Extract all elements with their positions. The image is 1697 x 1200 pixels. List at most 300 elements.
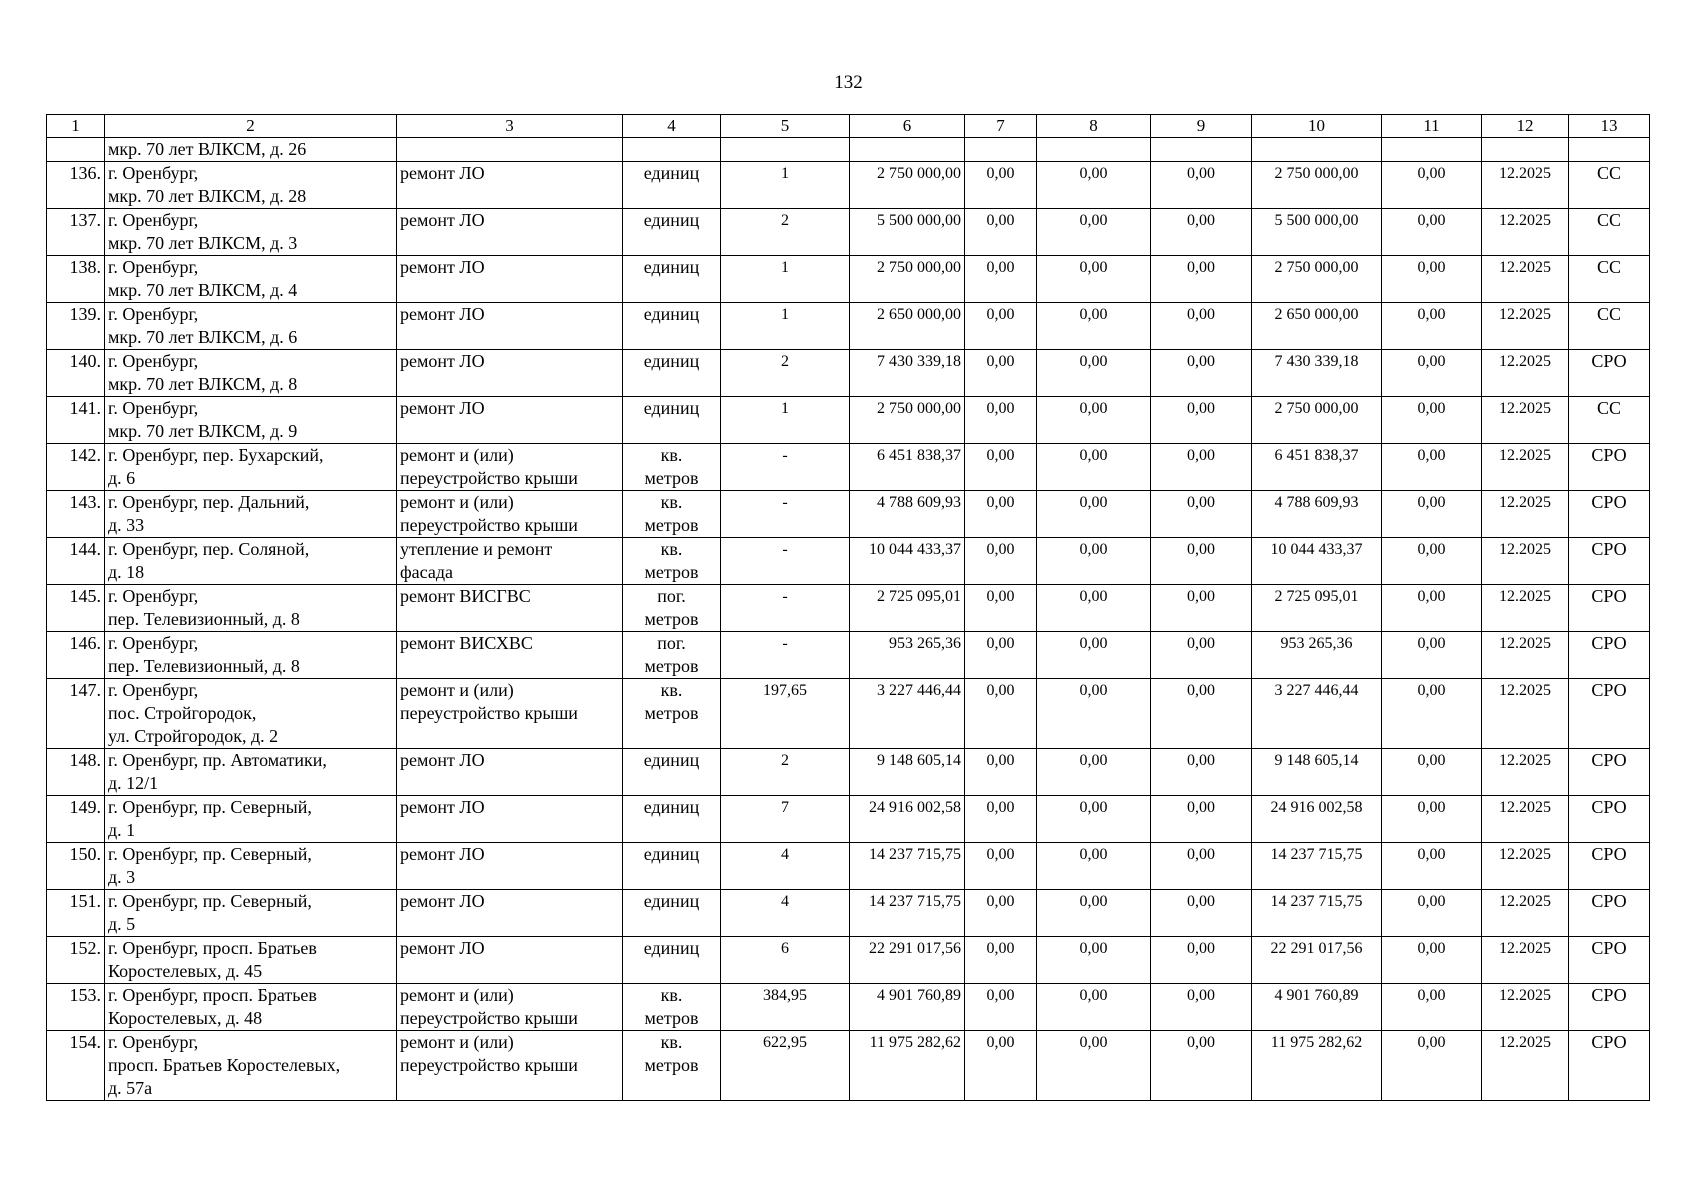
address-cell-line: г. Оренбург, просп. Братьев <box>108 985 317 1005</box>
col10-cell: 9 148 605,14 <box>1252 749 1382 796</box>
unit-cell <box>623 350 721 397</box>
table-row <box>47 679 1650 749</box>
quantity-cell: 2 <box>721 209 850 256</box>
address-cell-line: пер. Телевизионный, д. 8 <box>108 656 300 676</box>
row-number: 154. <box>47 1031 105 1101</box>
work-type-cell-line: ремонт ЛО <box>400 351 485 371</box>
col9-cell: 0,00 <box>1151 444 1252 491</box>
address-cell-line: д. 18 <box>108 562 145 582</box>
work-type-cell <box>397 796 623 843</box>
work-type-cell <box>397 890 623 937</box>
table-row <box>47 256 1650 303</box>
col11-cell: 0,00 <box>1382 890 1482 937</box>
deadline-cell: 12.2025 <box>1482 350 1569 397</box>
column-header: 9 <box>1151 115 1252 138</box>
work-type-cell-line: фасада <box>400 562 453 582</box>
unit-cell-line: единиц <box>643 210 700 230</box>
source-cell: СРО <box>1569 444 1650 491</box>
unit-cell-line: метров <box>644 703 699 723</box>
col11-cell: 0,00 <box>1382 350 1482 397</box>
address-cell <box>105 632 397 679</box>
quantity-cell: 6 <box>721 937 850 984</box>
column-header: 7 <box>965 115 1037 138</box>
unit-cell <box>623 444 721 491</box>
col9-cell: 0,00 <box>1151 303 1252 350</box>
col10-cell: 3 227 446,44 <box>1252 679 1382 749</box>
unit-cell-line: единиц <box>643 398 700 418</box>
deadline-cell: 12.2025 <box>1482 749 1569 796</box>
table-row <box>47 162 1650 209</box>
col11-cell: 0,00 <box>1382 303 1482 350</box>
address-cell <box>105 890 397 937</box>
table-row <box>47 209 1650 256</box>
col7-cell: 0,00 <box>965 937 1037 984</box>
table-row <box>47 890 1650 937</box>
continuation-row <box>47 138 1650 162</box>
unit-cell-line: метров <box>644 609 699 629</box>
unit-cell-line: единиц <box>643 304 700 324</box>
address-cell <box>105 303 397 350</box>
work-type-cell-line: ремонт ВИСХВС <box>400 633 533 653</box>
quantity-cell: 197,65 <box>721 679 850 749</box>
row-number: 141. <box>47 397 105 444</box>
col8-cell: 0,00 <box>1037 162 1151 209</box>
unit-cell-line: кв. <box>660 1032 683 1052</box>
header-row <box>47 115 1650 138</box>
cost-cell: 10 044 433,37 <box>850 538 965 585</box>
deadline-cell: 12.2025 <box>1482 162 1569 209</box>
address-cell-line: г. Оренбург, пр. Северный, <box>108 891 312 911</box>
unit-cell <box>623 843 721 890</box>
row-number: 147. <box>47 679 105 749</box>
source-cell: СС <box>1569 303 1650 350</box>
source-cell: СРО <box>1569 937 1650 984</box>
unit-cell-line: пог. <box>657 586 686 606</box>
col7-cell: 0,00 <box>965 303 1037 350</box>
col10-cell: 10 044 433,37 <box>1252 538 1382 585</box>
address-cell-line: г. Оренбург, <box>108 163 199 183</box>
unit-cell-line: метров <box>644 1008 699 1028</box>
col8-cell: 0,00 <box>1037 890 1151 937</box>
address-cell <box>105 444 397 491</box>
unit-cell <box>623 162 721 209</box>
work-type-cell <box>397 937 623 984</box>
quantity-cell: 1 <box>721 303 850 350</box>
source-cell: СС <box>1569 397 1650 444</box>
deadline-cell: 12.2025 <box>1482 843 1569 890</box>
source-cell: СРО <box>1569 538 1650 585</box>
col10-cell: 4 901 760,89 <box>1252 984 1382 1031</box>
work-type-cell-line: ремонт ВИСГВС <box>400 586 531 606</box>
address-cell-line: г. Оренбург, пер. Соляной, <box>108 539 310 559</box>
work-type-cell <box>397 303 623 350</box>
quantity-cell: 4 <box>721 843 850 890</box>
address-cell-line: мкр. 70 лет ВЛКСМ, д. 9 <box>108 421 298 441</box>
unit-cell-line: кв. <box>660 680 683 700</box>
unit-cell-line: метров <box>644 562 699 582</box>
row-number: 143. <box>47 491 105 538</box>
col10-cell: 2 725 095,01 <box>1252 585 1382 632</box>
work-type-cell-line: ремонт ЛО <box>400 844 485 864</box>
address-cell-line: г. Оренбург, <box>108 680 199 700</box>
col10-cell: 14 237 715,75 <box>1252 890 1382 937</box>
address-cell <box>105 397 397 444</box>
row-number: 138. <box>47 256 105 303</box>
unit-cell-line: единиц <box>643 163 700 183</box>
address-cell-line: Коростелевых, д. 45 <box>108 961 263 981</box>
work-type-cell <box>397 397 623 444</box>
column-header: 1 <box>47 115 105 138</box>
source-cell: СРО <box>1569 984 1650 1031</box>
source-cell: СРО <box>1569 350 1650 397</box>
col11-cell: 0,00 <box>1382 679 1482 749</box>
col7-cell: 0,00 <box>965 444 1037 491</box>
col8-cell: 0,00 <box>1037 632 1151 679</box>
unit-cell <box>623 632 721 679</box>
col11-cell: 0,00 <box>1382 538 1482 585</box>
address-cell <box>105 749 397 796</box>
col7-cell: 0,00 <box>965 209 1037 256</box>
unit-cell <box>623 209 721 256</box>
work-type-cell-line: переустройство крыши <box>400 515 578 535</box>
row-number: 148. <box>47 749 105 796</box>
deadline-cell: 12.2025 <box>1482 890 1569 937</box>
address-cell-line: г. Оренбург, пр. Северный, <box>108 844 312 864</box>
cost-cell: 2 750 000,00 <box>850 256 965 303</box>
col8-cell: 0,00 <box>1037 749 1151 796</box>
work-type-cell <box>397 209 623 256</box>
col10-cell: 7 430 339,18 <box>1252 350 1382 397</box>
continuation-address: мкр. 70 лет ВЛКСМ, д. 26 <box>105 138 397 162</box>
address-cell-line: г. Оренбург, <box>108 633 199 653</box>
table-row <box>47 397 1650 444</box>
column-header: 12 <box>1482 115 1569 138</box>
col8-cell: 0,00 <box>1037 796 1151 843</box>
row-number: 146. <box>47 632 105 679</box>
address-cell-line: д. 5 <box>108 914 136 934</box>
table-row <box>47 984 1650 1031</box>
quantity-cell: 4 <box>721 890 850 937</box>
work-type-cell-line: переустройство крыши <box>400 1008 578 1028</box>
cost-cell: 2 725 095,01 <box>850 585 965 632</box>
address-cell-line: ул. Стройгородок, д. 2 <box>108 726 279 746</box>
row-number: 140. <box>47 350 105 397</box>
col11-cell: 0,00 <box>1382 749 1482 796</box>
column-header: 5 <box>721 115 850 138</box>
unit-cell <box>623 491 721 538</box>
col9-cell: 0,00 <box>1151 397 1252 444</box>
col11-cell: 0,00 <box>1382 843 1482 890</box>
work-type-cell <box>397 585 623 632</box>
work-type-cell-line: ремонт ЛО <box>400 257 485 277</box>
col11-cell: 0,00 <box>1382 1031 1482 1101</box>
unit-cell-line: метров <box>644 656 699 676</box>
column-header: 10 <box>1252 115 1382 138</box>
work-type-cell-line: ремонт ЛО <box>400 750 485 770</box>
address-cell-line: г. Оренбург, <box>108 210 199 230</box>
col8-cell: 0,00 <box>1037 444 1151 491</box>
address-cell <box>105 843 397 890</box>
col7-cell: 0,00 <box>965 679 1037 749</box>
unit-cell-line: метров <box>644 468 699 488</box>
col10-cell: 5 500 000,00 <box>1252 209 1382 256</box>
col10-cell: 24 916 002,58 <box>1252 796 1382 843</box>
address-cell <box>105 256 397 303</box>
quantity-cell: 622,95 <box>721 1031 850 1101</box>
col9-cell: 0,00 <box>1151 679 1252 749</box>
row-number: 153. <box>47 984 105 1031</box>
cost-cell: 14 237 715,75 <box>850 890 965 937</box>
col11-cell: 0,00 <box>1382 937 1482 984</box>
col7-cell: 0,00 <box>965 984 1037 1031</box>
unit-cell-line: единиц <box>643 844 700 864</box>
address-cell <box>105 585 397 632</box>
table-row <box>47 538 1650 585</box>
work-type-cell-line: ремонт ЛО <box>400 891 485 911</box>
column-header: 3 <box>397 115 623 138</box>
row-number: 151. <box>47 890 105 937</box>
col9-cell: 0,00 <box>1151 1031 1252 1101</box>
source-cell: СРО <box>1569 632 1650 679</box>
deadline-cell: 12.2025 <box>1482 303 1569 350</box>
col11-cell: 0,00 <box>1382 444 1482 491</box>
source-cell: СРО <box>1569 749 1650 796</box>
works-table <box>46 114 1650 1101</box>
source-cell: СС <box>1569 209 1650 256</box>
address-cell <box>105 984 397 1031</box>
unit-cell <box>623 397 721 444</box>
col10-cell: 2 650 000,00 <box>1252 303 1382 350</box>
address-cell-line: г. Оренбург, просп. Братьев <box>108 938 317 958</box>
work-type-cell <box>397 843 623 890</box>
unit-cell-line: кв. <box>660 539 683 559</box>
unit-cell <box>623 890 721 937</box>
col8-cell: 0,00 <box>1037 491 1151 538</box>
work-type-cell-line: ремонт ЛО <box>400 398 485 418</box>
unit-cell-line: метров <box>644 515 699 535</box>
col7-cell: 0,00 <box>965 585 1037 632</box>
address-cell-line: г. Оренбург, пер. Дальний, <box>108 492 310 512</box>
col9-cell: 0,00 <box>1151 890 1252 937</box>
source-cell: СРО <box>1569 491 1650 538</box>
col9-cell: 0,00 <box>1151 256 1252 303</box>
address-cell-line: просп. Братьев Коростелевых, <box>108 1055 341 1075</box>
work-type-cell <box>397 749 623 796</box>
source-cell: СРО <box>1569 679 1650 749</box>
table-row <box>47 303 1650 350</box>
col11-cell: 0,00 <box>1382 162 1482 209</box>
work-type-cell <box>397 162 623 209</box>
deadline-cell: 12.2025 <box>1482 679 1569 749</box>
col8-cell: 0,00 <box>1037 397 1151 444</box>
table-row <box>47 585 1650 632</box>
work-type-cell <box>397 256 623 303</box>
col9-cell: 0,00 <box>1151 350 1252 397</box>
col7-cell: 0,00 <box>965 350 1037 397</box>
row-number: 142. <box>47 444 105 491</box>
row-number: 150. <box>47 843 105 890</box>
address-cell-line: мкр. 70 лет ВЛКСМ, д. 3 <box>108 233 298 253</box>
unit-cell <box>623 679 721 749</box>
work-type-cell-line: ремонт и (или) <box>400 680 514 700</box>
col10-cell: 14 237 715,75 <box>1252 843 1382 890</box>
col8-cell: 0,00 <box>1037 937 1151 984</box>
table-row <box>47 350 1650 397</box>
address-cell-line: д. 1 <box>108 820 136 840</box>
col9-cell: 0,00 <box>1151 538 1252 585</box>
cost-cell: 7 430 339,18 <box>850 350 965 397</box>
col7-cell: 0,00 <box>965 397 1037 444</box>
work-type-cell-line: переустройство крыши <box>400 703 578 723</box>
unit-cell-line: пог. <box>657 633 686 653</box>
column-header: 11 <box>1382 115 1482 138</box>
unit-cell <box>623 749 721 796</box>
address-cell-line: пос. Стройгородок, <box>108 703 257 723</box>
source-cell: СС <box>1569 162 1650 209</box>
work-type-cell-line: переустройство крыши <box>400 1055 578 1075</box>
quantity-cell: 1 <box>721 397 850 444</box>
quantity-cell: - <box>721 491 850 538</box>
unit-cell-line: единиц <box>643 797 700 817</box>
col11-cell: 0,00 <box>1382 632 1482 679</box>
col7-cell: 0,00 <box>965 538 1037 585</box>
col10-cell: 2 750 000,00 <box>1252 256 1382 303</box>
col11-cell: 0,00 <box>1382 397 1482 444</box>
row-number: 137. <box>47 209 105 256</box>
cost-cell: 3 227 446,44 <box>850 679 965 749</box>
work-type-cell-line: ремонт ЛО <box>400 938 485 958</box>
work-type-cell <box>397 1031 623 1101</box>
quantity-cell: - <box>721 632 850 679</box>
col9-cell: 0,00 <box>1151 491 1252 538</box>
row-number: 139. <box>47 303 105 350</box>
work-type-cell <box>397 984 623 1031</box>
work-type-cell <box>397 679 623 749</box>
address-cell-line: г. Оренбург, <box>108 1032 199 1052</box>
address-cell <box>105 538 397 585</box>
address-cell-line: д. 6 <box>108 468 136 488</box>
address-cell <box>105 796 397 843</box>
unit-cell <box>623 538 721 585</box>
cost-cell: 4 901 760,89 <box>850 984 965 1031</box>
unit-cell <box>623 796 721 843</box>
column-header: 6 <box>850 115 965 138</box>
col7-cell: 0,00 <box>965 749 1037 796</box>
source-cell: СРО <box>1569 890 1650 937</box>
cost-cell: 6 451 838,37 <box>850 444 965 491</box>
col9-cell: 0,00 <box>1151 843 1252 890</box>
work-type-cell <box>397 491 623 538</box>
col9-cell: 0,00 <box>1151 585 1252 632</box>
col7-cell: 0,00 <box>965 632 1037 679</box>
row-number: 152. <box>47 937 105 984</box>
unit-cell-line: кв. <box>660 492 683 512</box>
unit-cell-line: метров <box>644 1055 699 1075</box>
unit-cell <box>623 1031 721 1101</box>
cost-cell: 2 750 000,00 <box>850 162 965 209</box>
col10-cell: 2 750 000,00 <box>1252 397 1382 444</box>
quantity-cell: 2 <box>721 749 850 796</box>
work-type-cell-line: ремонт ЛО <box>400 797 485 817</box>
address-cell <box>105 162 397 209</box>
row-number: 145. <box>47 585 105 632</box>
work-type-cell <box>397 538 623 585</box>
address-cell-line: пер. Телевизионный, д. 8 <box>108 609 300 629</box>
col8-cell: 0,00 <box>1037 538 1151 585</box>
col9-cell: 0,00 <box>1151 209 1252 256</box>
col8-cell: 0,00 <box>1037 350 1151 397</box>
deadline-cell: 12.2025 <box>1482 397 1569 444</box>
table-row <box>47 632 1650 679</box>
row-number: 144. <box>47 538 105 585</box>
unit-cell-line: единиц <box>643 257 700 277</box>
cost-cell: 4 788 609,93 <box>850 491 965 538</box>
address-cell <box>105 1031 397 1101</box>
deadline-cell: 12.2025 <box>1482 632 1569 679</box>
cost-cell: 953 265,36 <box>850 632 965 679</box>
unit-cell <box>623 984 721 1031</box>
col8-cell: 0,00 <box>1037 843 1151 890</box>
table-row <box>47 444 1650 491</box>
col11-cell: 0,00 <box>1382 491 1482 538</box>
unit-cell <box>623 303 721 350</box>
row-number: 149. <box>47 796 105 843</box>
col8-cell: 0,00 <box>1037 1031 1151 1101</box>
address-cell-line: мкр. 70 лет ВЛКСМ, д. 8 <box>108 374 298 394</box>
work-type-cell-line: ремонт ЛО <box>400 304 485 324</box>
address-cell-line: г. Оренбург, пер. Бухарский, <box>108 445 324 465</box>
deadline-cell: 12.2025 <box>1482 491 1569 538</box>
table-row <box>47 843 1650 890</box>
address-cell-line: мкр. 70 лет ВЛКСМ, д. 28 <box>108 186 307 206</box>
quantity-cell: - <box>721 444 850 491</box>
col9-cell: 0,00 <box>1151 162 1252 209</box>
deadline-cell: 12.2025 <box>1482 1031 1569 1101</box>
unit-cell-line: единиц <box>643 938 700 958</box>
col8-cell: 0,00 <box>1037 679 1151 749</box>
unit-cell-line: единиц <box>643 891 700 911</box>
cost-cell: 24 916 002,58 <box>850 796 965 843</box>
address-cell-line: г. Оренбург, <box>108 304 199 324</box>
col8-cell: 0,00 <box>1037 209 1151 256</box>
deadline-cell: 12.2025 <box>1482 256 1569 303</box>
unit-cell <box>623 937 721 984</box>
col8-cell: 0,00 <box>1037 256 1151 303</box>
address-cell-line: мкр. 70 лет ВЛКСМ, д. 6 <box>108 327 298 347</box>
col8-cell: 0,00 <box>1037 984 1151 1031</box>
table-row <box>47 491 1650 538</box>
col7-cell: 0,00 <box>965 890 1037 937</box>
unit-cell-line: единиц <box>643 351 700 371</box>
col9-cell: 0,00 <box>1151 937 1252 984</box>
source-cell: СРО <box>1569 1031 1650 1101</box>
col11-cell: 0,00 <box>1382 796 1482 843</box>
col9-cell: 0,00 <box>1151 796 1252 843</box>
deadline-cell: 12.2025 <box>1482 444 1569 491</box>
work-type-cell-line: ремонт и (или) <box>400 492 514 512</box>
address-cell-line: д. 57а <box>108 1078 153 1098</box>
deadline-cell: 12.2025 <box>1482 585 1569 632</box>
row-number: 136. <box>47 162 105 209</box>
address-cell-line: г. Оренбург, <box>108 586 199 606</box>
source-cell: СРО <box>1569 585 1650 632</box>
address-cell-line: г. Оренбург, <box>108 398 199 418</box>
table-row <box>47 937 1650 984</box>
cost-cell: 5 500 000,00 <box>850 209 965 256</box>
col7-cell: 0,00 <box>965 843 1037 890</box>
page-number: 132 <box>834 72 863 93</box>
col9-cell: 0,00 <box>1151 632 1252 679</box>
